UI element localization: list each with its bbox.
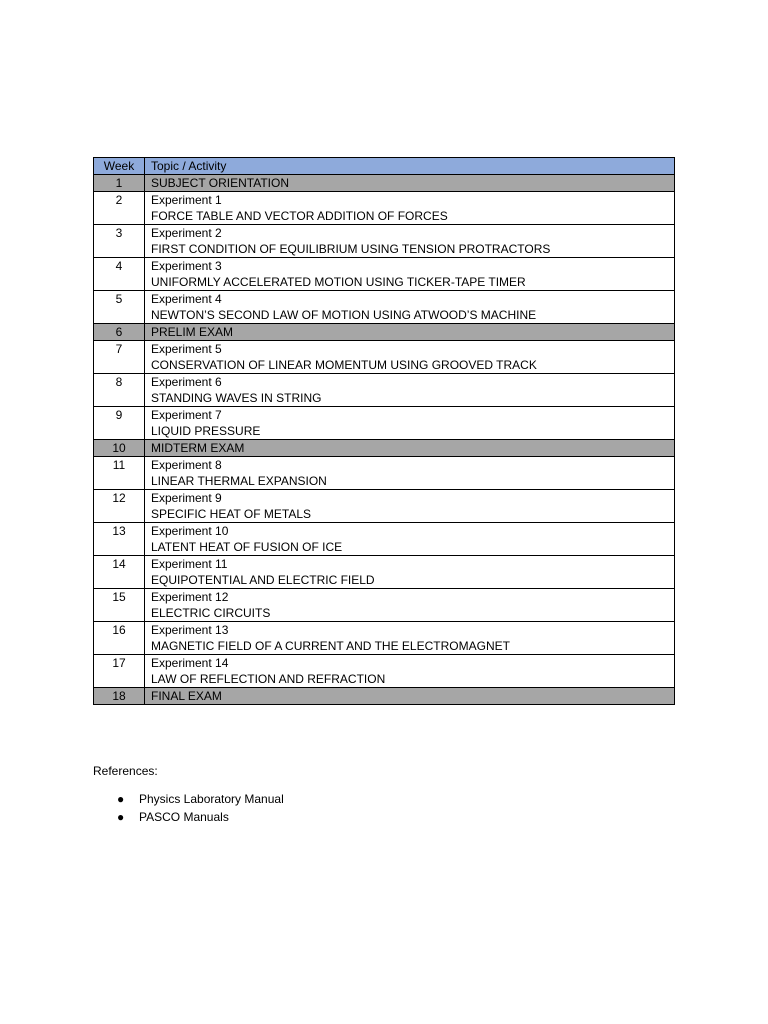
table-row bbox=[94, 440, 675, 457]
bullet-icon: ● bbox=[117, 792, 125, 806]
references-section bbox=[93, 763, 284, 827]
topic-title: FORCE TABLE AND VECTOR ADDITION OF FORCES bbox=[151, 209, 448, 223]
week-cell: 8 bbox=[94, 374, 145, 407]
experiment-label: Experiment 1 bbox=[151, 193, 222, 207]
reference-text: Physics Laboratory Manual bbox=[139, 792, 284, 806]
table-row bbox=[94, 374, 675, 407]
topic-cell bbox=[145, 688, 675, 705]
topic-cell bbox=[145, 589, 675, 622]
table-row bbox=[94, 556, 675, 589]
experiment-label: Experiment 7 bbox=[151, 408, 222, 422]
topic-title: MAGNETIC FIELD OF A CURRENT AND THE ELECTROMAGNET bbox=[151, 639, 510, 653]
topic-title: FINAL EXAM bbox=[151, 689, 222, 703]
topic-title: LATENT HEAT OF FUSION OF ICE bbox=[151, 540, 343, 554]
topic-title: LIQUID PRESSURE bbox=[151, 424, 261, 438]
table-row bbox=[94, 175, 675, 192]
topic-title: ELECTRIC CIRCUITS bbox=[151, 606, 271, 620]
topic-cell bbox=[145, 225, 675, 258]
experiment-label: Experiment 9 bbox=[151, 491, 222, 505]
topic-title: LAW OF REFLECTION AND REFRACTION bbox=[151, 672, 386, 686]
week-column-header: Week bbox=[94, 158, 145, 175]
topic-title: STANDING WAVES IN STRING bbox=[151, 391, 322, 405]
week-cell: 3 bbox=[94, 225, 145, 258]
week-cell: 13 bbox=[94, 523, 145, 556]
experiment-label: Experiment 12 bbox=[151, 590, 229, 604]
week-cell: 14 bbox=[94, 556, 145, 589]
schedule-body bbox=[94, 175, 675, 705]
topic-cell bbox=[145, 374, 675, 407]
topic-title: SUBJECT ORIENTATION bbox=[151, 176, 290, 190]
topic-cell bbox=[145, 324, 675, 341]
week-cell: 1 bbox=[94, 175, 145, 192]
table-row bbox=[94, 655, 675, 688]
references-list bbox=[93, 791, 284, 827]
week-cell: 16 bbox=[94, 622, 145, 655]
topic-cell bbox=[145, 622, 675, 655]
week-cell: 11 bbox=[94, 457, 145, 490]
topic-title: LINEAR THERMAL EXPANSION bbox=[151, 474, 327, 488]
topic-title: SPECIFIC HEAT OF METALS bbox=[151, 507, 312, 521]
topic-title: EQUIPOTENTIAL AND ELECTRIC FIELD bbox=[151, 573, 375, 587]
topic-cell bbox=[145, 291, 675, 324]
week-cell: 5 bbox=[94, 291, 145, 324]
experiment-label: Experiment 2 bbox=[151, 226, 222, 240]
topic-title: PRELIM EXAM bbox=[151, 325, 234, 339]
week-cell: 18 bbox=[94, 688, 145, 705]
reference-item bbox=[93, 791, 284, 809]
table-row bbox=[94, 490, 675, 523]
week-cell: 6 bbox=[94, 324, 145, 341]
references-title: References: bbox=[93, 764, 158, 778]
topic-cell bbox=[145, 175, 675, 192]
table-row bbox=[94, 688, 675, 705]
topic-cell bbox=[145, 192, 675, 225]
week-cell: 17 bbox=[94, 655, 145, 688]
topic-cell bbox=[145, 457, 675, 490]
topic-title: MIDTERM EXAM bbox=[151, 441, 245, 455]
experiment-label: Experiment 4 bbox=[151, 292, 222, 306]
table-row bbox=[94, 407, 675, 440]
topic-cell bbox=[145, 440, 675, 457]
table-row bbox=[94, 589, 675, 622]
topic-title: FIRST CONDITION OF EQUILIBRIUM USING TENSION PROTRACTORS bbox=[151, 242, 551, 256]
experiment-label: Experiment 11 bbox=[151, 557, 228, 571]
table-row bbox=[94, 192, 675, 225]
table-row bbox=[94, 523, 675, 556]
topic-cell bbox=[145, 523, 675, 556]
table-row bbox=[94, 258, 675, 291]
week-cell: 9 bbox=[94, 407, 145, 440]
week-cell: 12 bbox=[94, 490, 145, 523]
experiment-label: Experiment 8 bbox=[151, 458, 222, 472]
topic-cell bbox=[145, 407, 675, 440]
topic-cell bbox=[145, 490, 675, 523]
table-row bbox=[94, 341, 675, 374]
table-row bbox=[94, 457, 675, 490]
experiment-label: Experiment 14 bbox=[151, 656, 229, 670]
experiment-label: Experiment 5 bbox=[151, 342, 222, 356]
topic-cell bbox=[145, 258, 675, 291]
reference-item bbox=[93, 809, 284, 827]
week-cell: 4 bbox=[94, 258, 145, 291]
table-header-row bbox=[94, 158, 675, 175]
week-cell: 2 bbox=[94, 192, 145, 225]
week-cell: 7 bbox=[94, 341, 145, 374]
table-row bbox=[94, 291, 675, 324]
experiment-label: Experiment 3 bbox=[151, 259, 222, 273]
table-row bbox=[94, 225, 675, 258]
table-row bbox=[94, 622, 675, 655]
experiment-label: Experiment 10 bbox=[151, 524, 229, 538]
week-cell: 10 bbox=[94, 440, 145, 457]
bullet-icon: ● bbox=[117, 810, 125, 824]
topic-cell bbox=[145, 556, 675, 589]
table-row bbox=[94, 324, 675, 341]
topic-title: UNIFORMLY ACCELERATED MOTION USING TICKER-TAPE TIMER bbox=[151, 275, 526, 289]
experiment-label: Experiment 13 bbox=[151, 623, 229, 637]
experiment-label: Experiment 6 bbox=[151, 375, 222, 389]
topic-title: CONSERVATION OF LINEAR MOMENTUM USING GROOVED TRACK bbox=[151, 358, 537, 372]
week-cell: 15 bbox=[94, 589, 145, 622]
topic-cell bbox=[145, 341, 675, 374]
topic-title: NEWTON’S SECOND LAW OF MOTION USING ATWOOD’S MACHINE bbox=[151, 308, 537, 322]
schedule-table bbox=[93, 157, 675, 705]
reference-text: PASCO Manuals bbox=[139, 810, 229, 824]
topic-cell bbox=[145, 655, 675, 688]
topic-column-header: Topic / Activity bbox=[145, 158, 675, 175]
